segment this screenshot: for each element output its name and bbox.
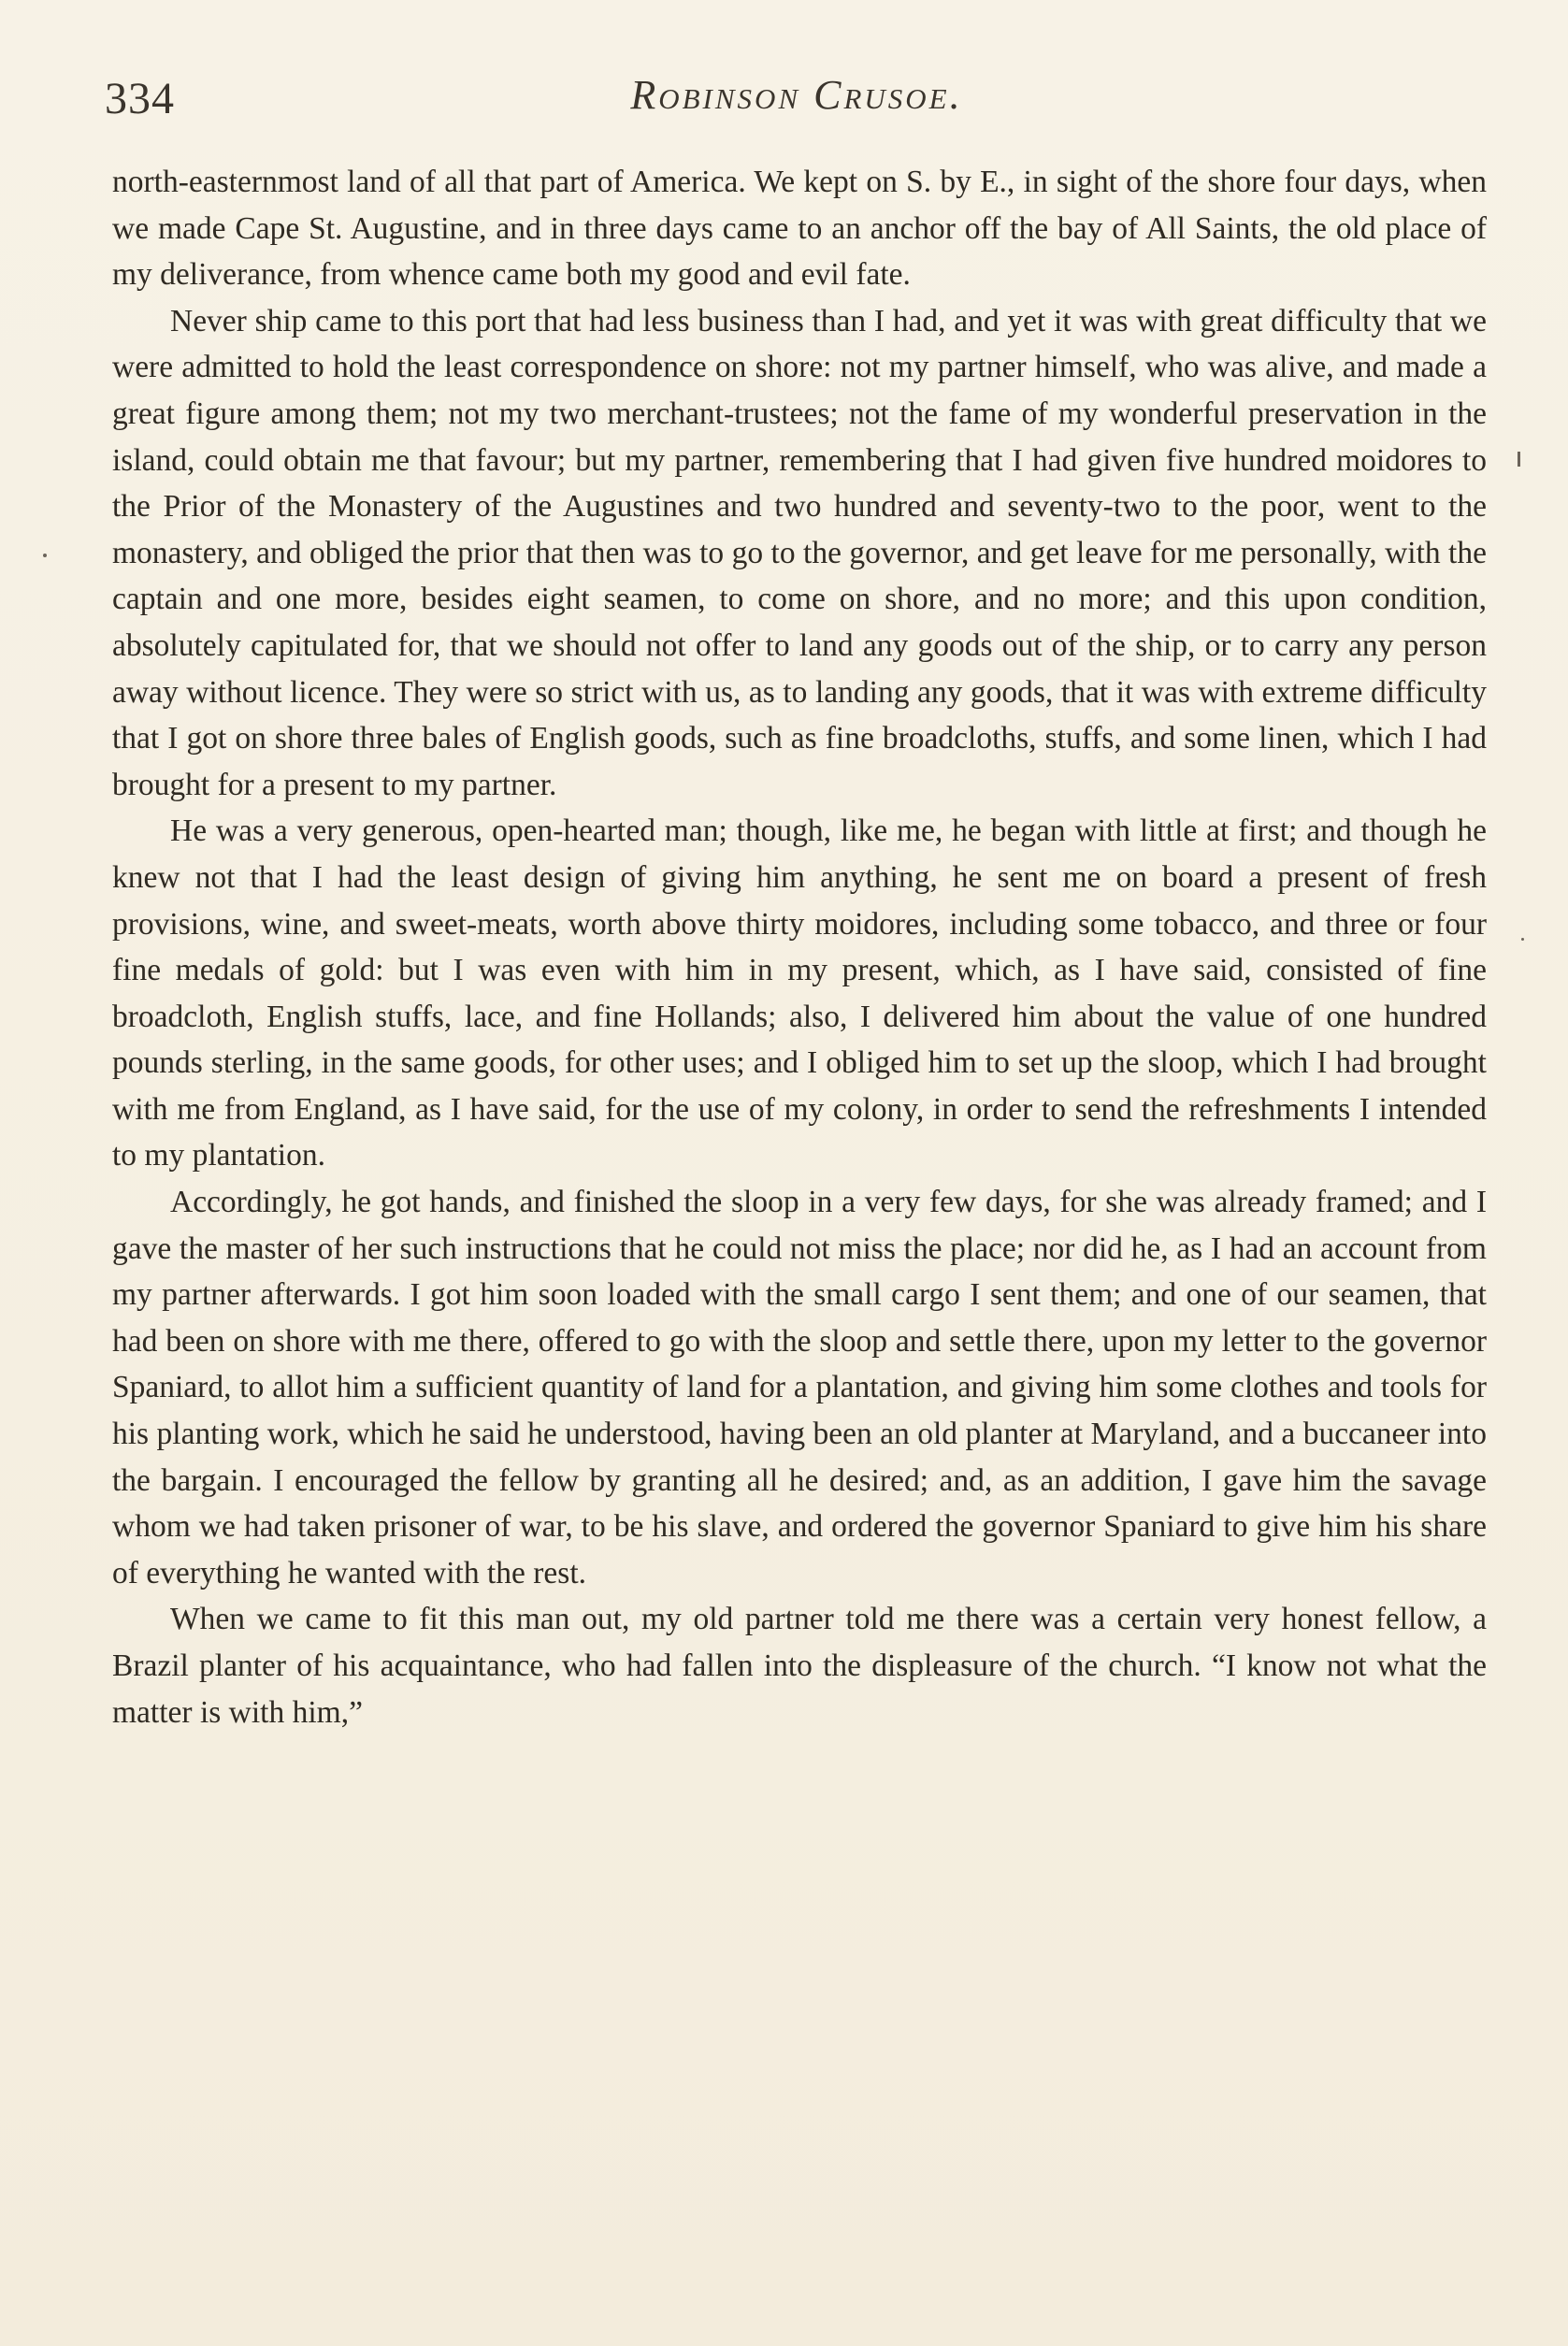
running-title: Robinson Crusoe. bbox=[630, 72, 963, 118]
paragraph: When we came to fit this man out, my old partner told me there was a certain very honest fellow, a Brazil planter of his acquaintance, who had fallen into the displeasure of the church. “I know not what the matter is with him,” bbox=[112, 1602, 1487, 1730]
paragraph: Accordingly, he got hands, and finished the sloop in a very few days, for she was already framed; and I gave the master of her such instructions that he could not miss the place; nor did he, as I had an account from my partner afterwards. I got him soon loaded with the small cargo I sent them; and one of our seamen, that had been on shore with me there, offered to go with the sloop and settle there, upon my letter to the governor Spaniard, to allot him a sufficient quantity of land for a plantation, and giving him some clothes and tools for his planting work, which he said he understood, having been an old planter at Maryland, and a buccaneer into the bargain. I encouraged the fellow by granting all he desired; and, as an addition, I gave him the savage whom we had taken prisoner of war, to be his slave, and ordered the governor Spaniard to give him his share of everything he wanted with the rest. bbox=[112, 1185, 1487, 1590]
body-text bbox=[112, 159, 1487, 1735]
margin-tick-mark bbox=[1518, 452, 1520, 467]
paragraph: He was a very generous, open-hearted man; though, like me, he began with little at first; and though he knew not that I had the least design of giving him anything, he sent me on board a present of fresh provisions, wine, and sweet-meats, worth above thirty moidores, including some tobacco, and three or four fine medals of gold: but I was even with him in my present, which, as I have said, consisted of fine broadcloth, English stuffs, lace, and fine Hollands; also, I delivered him about the value of one hundred pounds sterling, in the same goods, for other uses; and I obliged him to set up the sloop, which I had brought with me from England, as I have said, for the use of my colony, in order to send the refreshments I intended to my plantation. bbox=[112, 813, 1487, 1173]
page-number: 334 bbox=[105, 74, 175, 123]
margin-dot-mark bbox=[43, 554, 47, 557]
paragraph: Never ship came to this port that had less business than I had, and yet it was with great difficulty that we were admitted to hold the least correspondence on shore: not my partner himself, who was alive, and made a great figure among them; not my two merchant-trustees; not the fame of my wonderful preservation in the island, could obtain me that favour; but my partner, remembering that I had given five hundred moidores to the Prior of the Monastery of the Augustines and two hundred and seventy-two to the poor, went to the monastery, and obliged the prior that then was to go to the governor, and get leave for me personally, with the captain and one more, besides eight seamen, to come on shore, and no more; and this upon condition, absolutely capitulated for, that we should not offer to land any goods out of the ship, or to carry any person away without licence. They were so strict with us, as to landing any goods, that it was with extreme difficulty that I got on shore three bales of English goods, such as fine broadcloths, stuffs, and some linen, which I had brought for a present to my partner. bbox=[112, 303, 1487, 802]
margin-dot-mark bbox=[1521, 938, 1524, 941]
page-header bbox=[105, 65, 1489, 131]
paragraph: north-easternmost land of all that part of America. We kept on S. by E., in sight of the shore four days, when we made Cape St. Augustine, and in three days came to an anchor off the bay of All Saints, the old place of my deliverance, from whence came both my good and evil fate. bbox=[112, 165, 1487, 293]
